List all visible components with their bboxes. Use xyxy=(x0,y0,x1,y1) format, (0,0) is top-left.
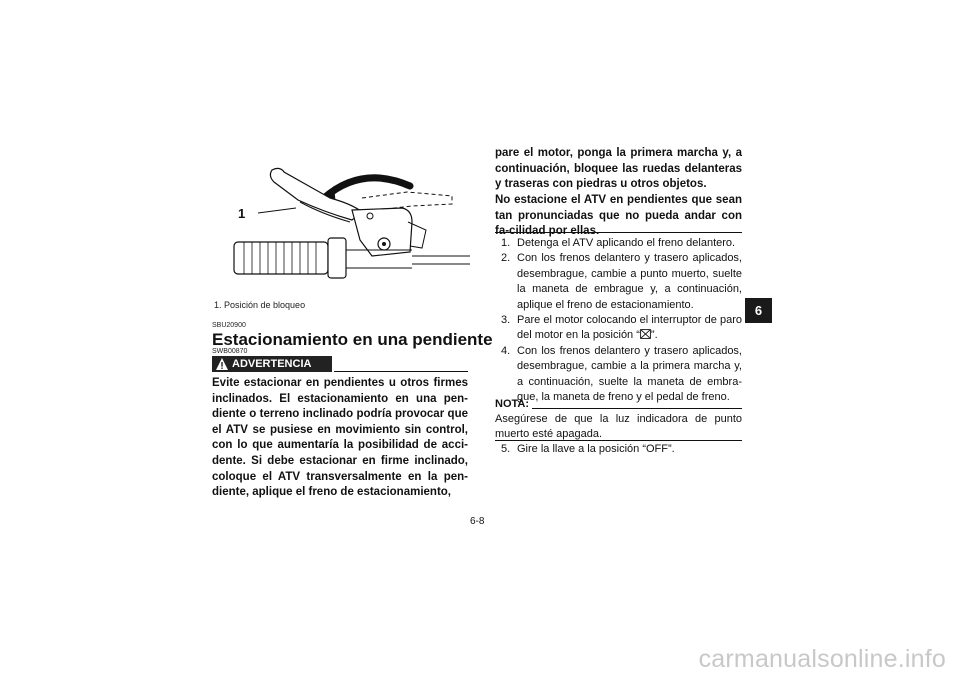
warning-badge xyxy=(212,356,332,372)
step-number: 3. xyxy=(501,314,511,327)
warning-rule xyxy=(334,371,468,372)
step-number: 5. xyxy=(501,443,511,455)
steps-list xyxy=(495,236,742,405)
watermark: carmanualsonline.info xyxy=(698,645,946,673)
section-code: SBU20900 xyxy=(212,322,246,329)
warning-code: SWB00870 xyxy=(212,348,248,355)
step-item xyxy=(495,344,742,406)
warning-text-right-1: pare el motor, ponga la primera marcha y, a continuación, bloquee las ruedas delanteras y traseras con piedras u otros objetos. xyxy=(495,147,742,191)
step-text: Detenga el ATV aplicando el freno delantero. xyxy=(517,237,736,249)
lever-illustration xyxy=(212,160,472,290)
step-number: 2. xyxy=(501,252,511,265)
warning-triangle-icon xyxy=(215,357,229,371)
warning-text-left: Evite estacionar en pendientes u otros firmes inclinados. El estacionamiento en una pen-diente o terreno inclinado podría provocar que el ATV se pusiese en movimiento sin control, con lo que aumentaría la posibilidad de acci-dente. Si debe estacionar en firme inclinado, coloque el ATV transversalmente en la pen-diente, aplique el freno de estacionamiento, xyxy=(212,377,468,499)
chapter-tab: 6 xyxy=(745,298,772,323)
section-title: Estacionamiento en una pendiente xyxy=(212,330,493,349)
step-text: Pare el motor colocando el interruptor de paro del motor en la posición “ xyxy=(517,314,742,342)
warning-label: ADVERTENCIA xyxy=(232,358,312,370)
step-item xyxy=(495,442,742,457)
step-number: 4. xyxy=(501,344,511,357)
step-text: Gire la llave a la posición “OFF”. xyxy=(517,443,675,455)
step-item xyxy=(495,236,742,251)
engine-stop-icon xyxy=(640,329,651,339)
step-text: Con los frenos delantero y trasero aplicados, desembrague, cambie a la primera marcha y, a continuación, suelte la maneta de embra-gue, la maneta de freno y el pedal de freno. xyxy=(517,344,742,404)
nota-label: NOTA: xyxy=(495,398,530,410)
nota-end-rule xyxy=(495,440,742,441)
step-item xyxy=(495,313,742,344)
step-number: 1. xyxy=(501,237,511,249)
steps-list-continued xyxy=(495,442,742,457)
warning-text-right-2: No estacione el ATV en pendientes que sean tan pronunciadas que no pueda andar con fa-cilidad por ellas. xyxy=(495,194,742,238)
page-number: 6-8 xyxy=(470,516,485,527)
nota-text: Asegúrese de que la luz indicadora de punto muerto esté apagada. xyxy=(495,413,742,441)
nota-header xyxy=(495,398,742,412)
step-item xyxy=(495,251,742,313)
step-text: Con los frenos delantero y trasero aplicados, desembrague, cambie a punto muerto, suelte la maneta de embrague y, a continuación, aplique el freno de estacionamiento. xyxy=(517,252,742,311)
figure-caption: 1. Posición de bloqueo xyxy=(214,300,306,310)
callout-number: 1 xyxy=(238,206,246,221)
warning-header xyxy=(212,356,468,374)
step-text-end: ”. xyxy=(650,329,658,342)
warning-end-rule xyxy=(495,232,742,233)
nota-rule xyxy=(532,408,742,409)
brake-lever-drawing xyxy=(212,160,472,290)
